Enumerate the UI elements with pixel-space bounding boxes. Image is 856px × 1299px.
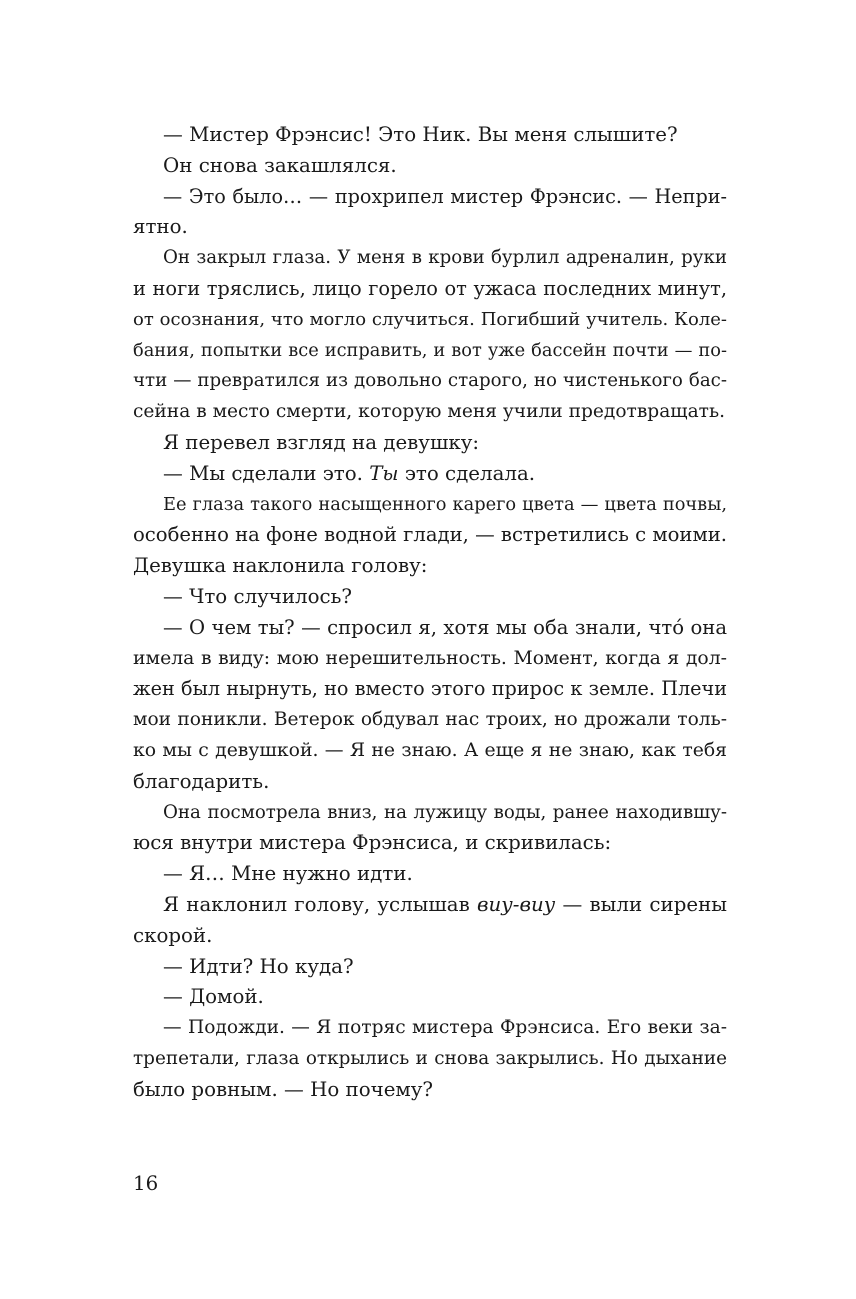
text-run: Я наклонил голову, услышав [163, 892, 478, 916]
text-line: трепетали, глаза открылись и снова закрылись. Но дыхание [133, 1047, 727, 1069]
text-line: — Подожди. — Я потряс мистера Фрэнсиса. Его веки за- [163, 1017, 727, 1039]
text-line: — Это было… — прохрипел мистер Фрэнсис. — Непри- [163, 184, 727, 208]
text-line: ко мы с девушкой. — Я не знаю. А еще я не знаю, как тебя [133, 739, 727, 761]
text-line: имела в виду: мою нерешительность. Момент, когда я дол- [133, 647, 727, 669]
text-line: Она посмотрела вниз, на лужицу воды, ранее находившу- [163, 801, 727, 823]
text-line: — Идти? Но куда? [163, 954, 354, 978]
text-line: — Что случилось? [163, 584, 352, 608]
text-line: бания, попытки все исправить, и вот уже бассейн почти — по- [133, 339, 727, 361]
text-run: — выли сирены [555, 892, 727, 916]
text-line: и ноги тряслись, лицо горело от ужаса последних минут, [133, 276, 727, 300]
text-line: Ее глаза такого насыщенного карего цвета — цвета почвы, [163, 493, 727, 515]
text-line: было ровным. — Но почему? [133, 1077, 434, 1101]
text-line: — Домой. [163, 985, 264, 1009]
text-line: чти — превратился из довольно старого, но чистенького бас- [133, 370, 727, 392]
text-line: Я перевел взгляд на девушку: [163, 430, 480, 454]
text-line: — О чем ты? — спросил я, хотя мы оба знали, что́ она [163, 615, 727, 639]
text-run: это сделала. [398, 461, 536, 485]
body-text [133, 120, 727, 1106]
text-line: благодарить. [133, 769, 270, 793]
text-line: особенно на фоне водной глади, — встретились с моими. [133, 523, 728, 547]
text-line: мои поникли. Ветерок обдувал нас троих, но дрожали толь- [133, 709, 727, 731]
text-line: — Мистер Фрэнсис! Это Ник. Вы меня слышите? [163, 123, 678, 146]
text-line: от осознания, что могло случиться. Погибший учитель. Коле- [133, 308, 727, 330]
text-line: юся внутри мистера Фрэнсиса, и скривилась: [133, 831, 612, 855]
text-line: сейна в место смерти, которую меня учили предотвращать. [133, 401, 725, 423]
text-line: Он снова закашлялся. [163, 153, 397, 177]
text-line: Девушка наклонила голову: [133, 554, 428, 578]
text-run: — Мы сделали это. [163, 461, 370, 485]
italic-text: виу-виу [477, 892, 556, 916]
italic-text: Ты [369, 461, 399, 485]
text-line [133, 890, 727, 921]
page-number: 16 [133, 1172, 159, 1195]
text-line: жен был нырнуть, но вместо этого прирос к земле. Плечи [133, 677, 727, 701]
text-line: ятно. [133, 215, 188, 239]
text-line [133, 459, 727, 490]
text-line: скорой. [133, 923, 213, 947]
text-line: — Я… Мне нужно идти. [163, 862, 413, 886]
text-line: Он закрыл глаза. У меня в крови бурлил адреналин, руки [163, 247, 727, 269]
